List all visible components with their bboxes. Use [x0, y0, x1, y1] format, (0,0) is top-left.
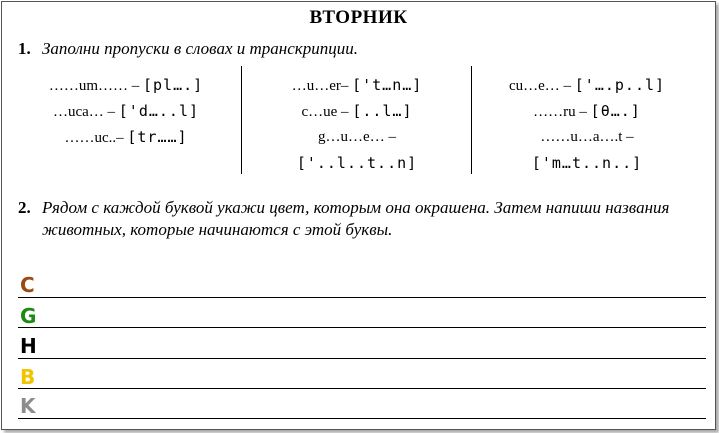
exercise-item-continued [474, 150, 700, 176]
exercise-column-1 [18, 72, 234, 150]
answer-line[interactable] [18, 418, 706, 419]
exercise-item-continued [244, 150, 470, 176]
exercise-item [244, 72, 470, 98]
transcription-blank: ['d…..l] [118, 102, 200, 120]
column-divider [471, 66, 472, 174]
letter-g: G [20, 304, 37, 328]
transcription-blank: ['….p..l] [574, 76, 666, 94]
exercise-column-3 [474, 72, 700, 176]
answer-line[interactable] [18, 327, 706, 328]
word-blank: …u…er– [291, 78, 353, 94]
word-blank: g…u…e… – [318, 129, 396, 145]
task-1-text: Заполни пропуски в словах и транскрипции. [42, 39, 358, 58]
letter-c: C [20, 273, 35, 297]
column-divider [241, 66, 242, 174]
letter-b: B [20, 365, 36, 389]
task-2 [18, 197, 698, 241]
answer-line[interactable] [18, 358, 706, 359]
answer-line[interactable] [18, 388, 706, 389]
word-blank: c…ue – [301, 104, 353, 120]
word-blank: ……u…a….t – [540, 129, 634, 145]
transcription-blank: [pl….] [142, 76, 204, 94]
letter-k: K [20, 394, 36, 418]
exercise-item [474, 72, 700, 98]
page-title: ВТОРНИК [309, 7, 408, 28]
exercise-item [244, 124, 470, 150]
word-blank: ……uc..– [64, 130, 128, 146]
exercise-item [474, 124, 700, 150]
answer-line[interactable] [18, 297, 706, 298]
exercise-item [244, 98, 470, 124]
word-blank: …uca… – [52, 104, 119, 120]
task-2-text: Рядом с каждой буквой укажи цвет, которым она окрашена. Затем напиши названия животных, которые начинаются с этой буквы. [42, 198, 670, 239]
transcription-blank: ['t…n…] [352, 76, 423, 94]
task-2-number: 2. [18, 198, 31, 217]
word-blank: cu…e… – [508, 78, 575, 94]
exercise-item [18, 98, 234, 124]
transcription-blank: ['..l..t..n] [296, 154, 418, 172]
letter-h: H [20, 334, 37, 358]
word-blank: ……ru – [533, 104, 591, 120]
exercise-item [474, 98, 700, 124]
exercise-column-2 [244, 72, 470, 176]
transcription-blank: ['m…t..n..] [531, 154, 643, 172]
transcription-blank: [..l…] [352, 102, 413, 120]
exercise-item [18, 124, 234, 150]
task-1 [18, 38, 698, 60]
task-1-number: 1. [18, 39, 31, 58]
word-blank: ……um…… – [48, 78, 143, 94]
exercise-item [18, 72, 234, 98]
transcription-blank: [θ….] [590, 102, 641, 120]
transcription-blank: [tr……] [127, 128, 188, 146]
